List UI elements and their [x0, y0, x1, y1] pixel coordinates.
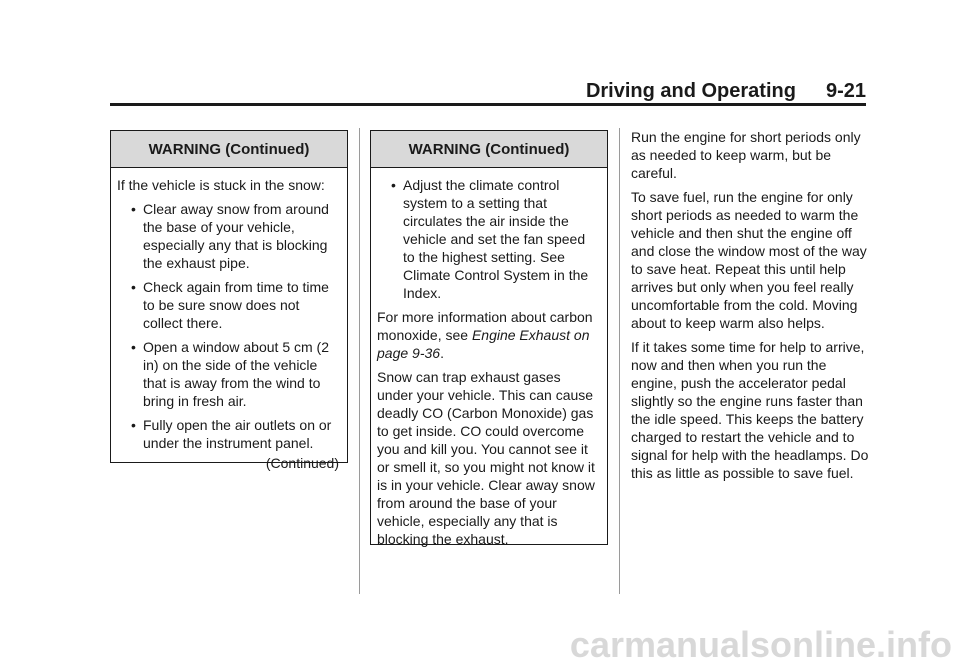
warning-box-middle: [370, 130, 608, 545]
warning-bullet-list: [377, 176, 599, 302]
page-header: [110, 80, 866, 104]
warning-title: WARNING (Continued): [111, 131, 347, 168]
warning-body: [371, 168, 607, 560]
warning-intro: If the vehicle is stuck in the snow:: [117, 177, 325, 193]
header-rule: [110, 103, 866, 106]
body-paragraph: If it takes some time for help to arrive, now and then when you run the engine, push the accelerator pedal slightly so the engine runs faster than the idle speed. This keeps the battery charged to restart the vehicle and to signal for help with the headlamps. Do this as little as possible to save fuel.: [631, 339, 869, 481]
column-divider-left: [359, 128, 360, 594]
warning-title: WARNING (Continued): [371, 131, 607, 168]
bullet-item: • Open a window about 5 cm (2 in) on the side of the vehicle that is away from the wind to bring in fresh air.: [131, 339, 329, 409]
continued-label: (Continued): [265, 455, 339, 471]
page-number: 9-21: [825, 80, 866, 102]
bullet-item: • Clear away snow from around the base of your vehicle, especially any that is blocking the exhaust pipe.: [131, 201, 329, 271]
warning-bullet-list: [117, 200, 339, 452]
watermark: carmanualsonline.info: [569, 624, 952, 665]
warning-box-left: [110, 130, 348, 471]
text-column-right: [631, 128, 869, 488]
bullet-icon: •: [131, 417, 136, 433]
bullet-icon: •: [131, 279, 136, 295]
cross-reference-link[interactable]: Engine Exhaust on page 9-36: [377, 327, 590, 361]
bullet-icon: •: [131, 201, 136, 217]
bullet-item: • Adjust the climate control system to a setting that circulates the air inside the vehicle and set the fan speed to the highest setting. See Climate Control System in the Index.: [391, 177, 589, 301]
section-title: Driving and Operating: [585, 80, 796, 102]
body-paragraph: To save fuel, run the engine for only short periods as needed to warm the vehicle and then shut the engine off and close the window most of the way to save heat. Repeat this until help arrives but only when you feel really uncomfortable from the cold. Moving about to keep warm also helps.: [631, 189, 867, 331]
warning-body: [111, 168, 347, 478]
bullet-item: • Check again from time to time to be sure snow does not collect there.: [131, 279, 329, 331]
bullet-item: • Fully open the air outlets on or under the instrument panel.: [131, 417, 332, 451]
snow-paragraph: Snow can trap exhaust gases under your vehicle. This can cause deadly CO (Carbon Monoxide) gas to get inside. CO could overcome you and kill you. You cannot see it or smell it, so you might not know it is in your vehicle. Clear away snow from around the base of your vehicle, especially any that is blocking the exhaust.: [377, 369, 595, 547]
bullet-icon: •: [131, 339, 136, 355]
column-divider-right: [619, 128, 620, 594]
more-info-paragraph: For more information about carbon monoxide, see Engine Exhaust on page 9-36.: [377, 309, 593, 361]
bullet-icon: •: [391, 177, 396, 193]
body-paragraph: Run the engine for short periods only as needed to keep warm, but be careful.: [631, 129, 861, 181]
